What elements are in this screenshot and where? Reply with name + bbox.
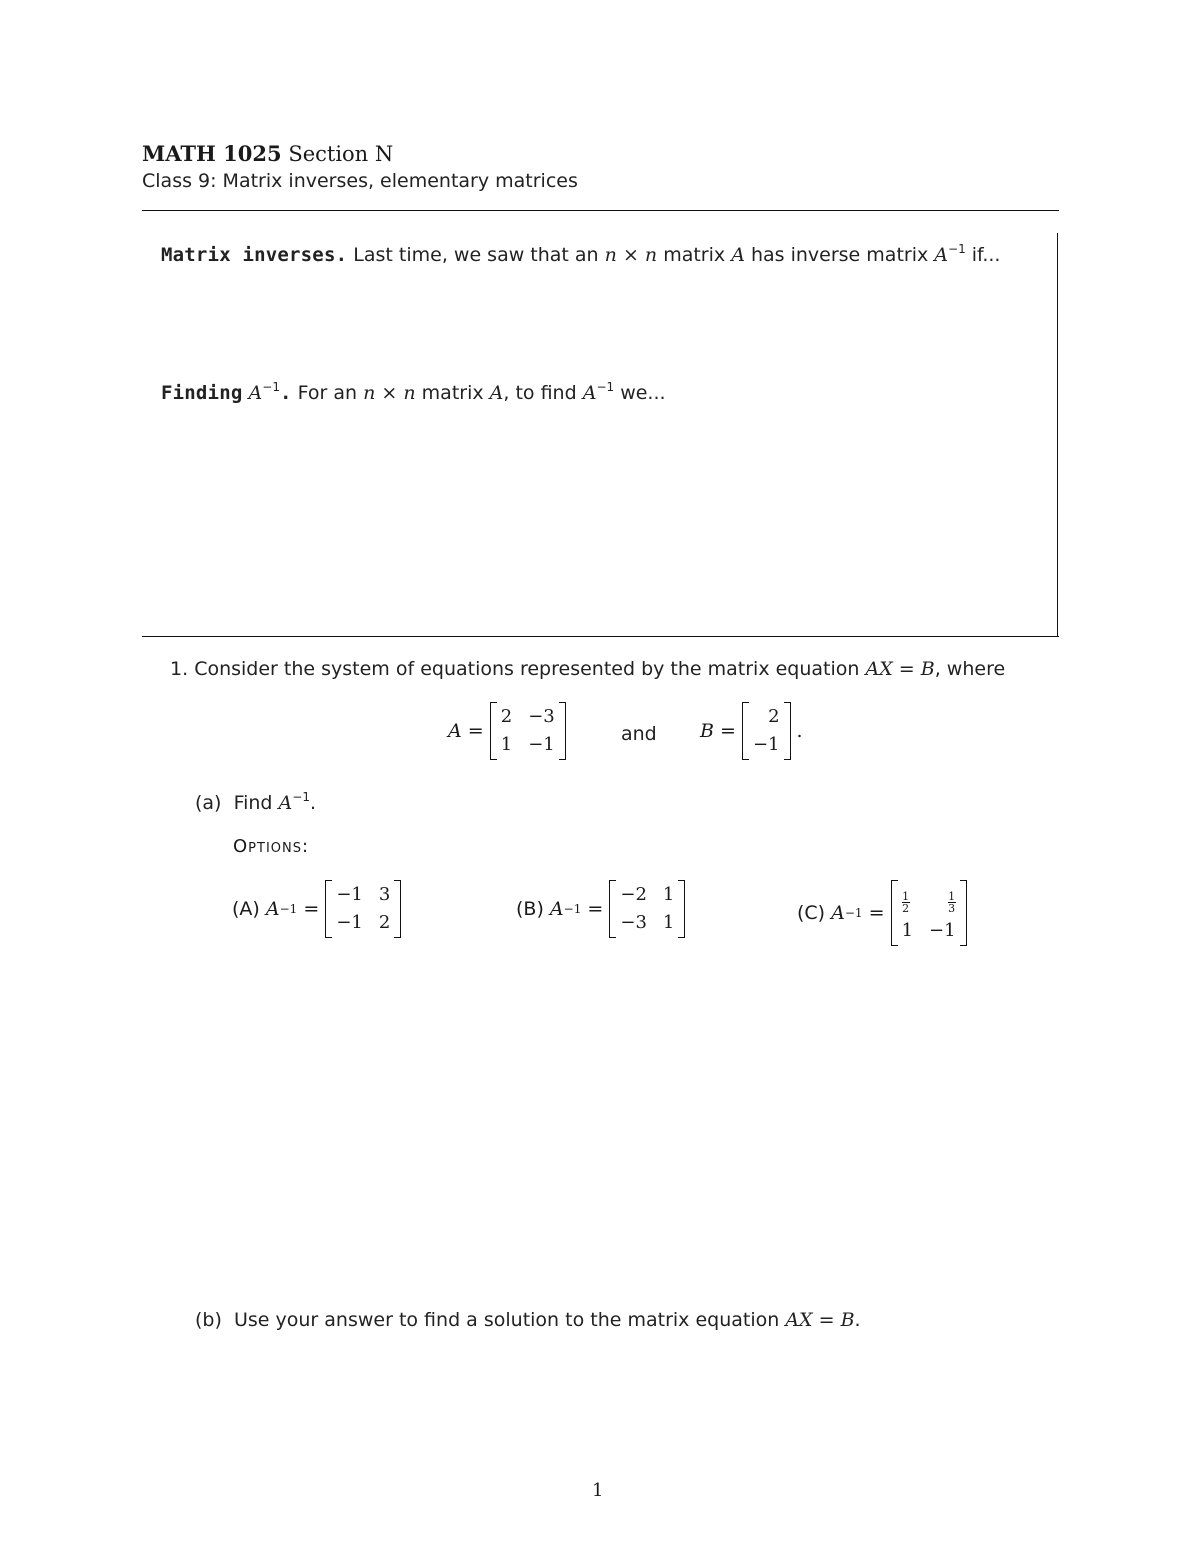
inverses-heading: Matrix inverses. [161, 244, 348, 266]
option-B-cell: 1 [662, 912, 675, 933]
option-C-cell [902, 884, 913, 914]
option-A-cell: 2 [378, 912, 391, 933]
finding-text-3: , to find [503, 382, 577, 404]
course-section: Section N [288, 142, 394, 166]
part-a-label: (a) [195, 792, 222, 814]
inverses-text-2: matrix [663, 244, 726, 266]
option-A: (A) A −1 = −1 3 −1 2 [232, 880, 401, 938]
part-a-text: Find [233, 792, 273, 814]
options-label: Options: [233, 836, 310, 857]
option-A-cell: −1 [336, 912, 363, 933]
matrix-B-display: B = 2 −1 . [700, 702, 803, 760]
option-C-label: (C) [797, 902, 826, 924]
matrix-A-cell: −1 [528, 734, 555, 755]
option-A-matrix [325, 880, 401, 938]
problem-statement-tail: , where [934, 658, 1006, 680]
matrix-A-cell: −3 [528, 706, 555, 727]
option-B-matrix [609, 880, 685, 938]
option-C: (C) A −1 = $\frac{1}{2}$ $\frac{1}{3}$ 1 −1 [797, 880, 967, 946]
top-rule [142, 210, 1059, 211]
fraction-denominator: 2 [902, 902, 910, 915]
option-B-cell: 1 [662, 884, 675, 905]
fraction-denominator: 3 [948, 902, 956, 915]
option-C-cell [929, 884, 956, 914]
and-word: and [621, 723, 657, 745]
fraction-one-half [902, 891, 910, 914]
matrix-A-cell: 1 [500, 734, 513, 755]
box-bottom-rule [142, 636, 1059, 637]
part-b-text: Use your answer to find a solution to the matrix equation [233, 1309, 780, 1331]
class-subtitle: Class 9: Matrix inverses, elementary matrices [142, 170, 578, 192]
matrix-A-display: A = 2 −3 1 −1 [448, 702, 566, 760]
part-a: (a) Find $A^{-1}$. [195, 790, 317, 814]
finding-paragraph: Finding $A^{-1}$. For an n × n matrix A, to find $A^{-1}$ we... [161, 380, 666, 404]
inverses-paragraph: Matrix inverses. Last time, we saw that an n × n matrix A has inverse matrix $A^{-1}$ if... [161, 242, 1001, 266]
inverses-text-4: if... [971, 244, 1001, 266]
option-B: (B) A −1 = −2 1 −3 1 [516, 880, 685, 938]
matrix-A [490, 702, 566, 760]
problem-statement-text: Consider the system of equations represented by the matrix equation [194, 658, 860, 680]
fraction-numerator: 1 [948, 890, 956, 903]
option-A-cell: −1 [336, 884, 363, 905]
finding-text-4: we... [620, 382, 666, 404]
course-title [142, 141, 393, 166]
problem-1-statement: 1. Consider the system of equations represented by the matrix equation AX = B, where [170, 658, 1006, 680]
fraction-numerator: 1 [902, 890, 910, 903]
option-B-label: (B) [516, 898, 544, 920]
fraction-one-third [948, 891, 956, 914]
matrix-A-cell: 2 [500, 706, 513, 727]
option-B-cell: −3 [620, 912, 647, 933]
option-A-label: (A) [232, 898, 260, 920]
matrix-B-cell: 2 [768, 706, 780, 727]
option-C-cell: −1 [929, 920, 956, 941]
matrix-B-cell: −1 [752, 734, 780, 755]
option-B-cell: −2 [620, 884, 647, 905]
page-number: 1 [592, 1480, 604, 1501]
course-code: MATH 1025 [142, 141, 282, 166]
finding-heading: Finding [161, 382, 243, 404]
finding-text-2: matrix [421, 382, 484, 404]
option-C-matrix [891, 880, 967, 946]
part-b-label: (b) [195, 1309, 222, 1331]
box-right-border [1057, 233, 1058, 637]
part-b: (b) Use your answer to find a solution to the matrix equation AX = B. [195, 1309, 861, 1331]
option-C-cell: 1 [901, 920, 914, 941]
inverses-text-1: Last time, we saw that an [353, 244, 599, 266]
inverses-text-3: has inverse matrix [750, 244, 929, 266]
problem-number: 1. [170, 658, 189, 680]
matrix-B [742, 702, 791, 760]
option-A-cell: 3 [378, 884, 391, 905]
finding-text-1: For an [297, 382, 358, 404]
